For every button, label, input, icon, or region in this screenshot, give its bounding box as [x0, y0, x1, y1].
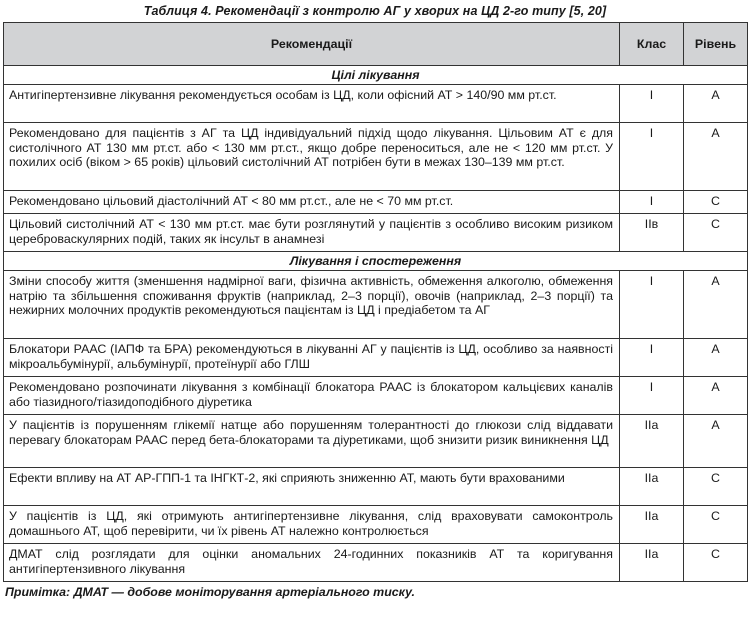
level-cell: A	[684, 123, 748, 191]
level-cell: C	[684, 214, 748, 252]
class-cell: I	[620, 191, 684, 214]
recommendation-text: Антигіпертензивне лікування рекомендується особам із ЦД, коли офісний АТ > 140/90 мм рт.ст.	[4, 85, 620, 123]
recommendation-text: Ефекти впливу на АТ АР-ГПП-1 та ІНГКТ-2, які сприяють зниженню АТ, мають бути врахованими	[4, 468, 620, 506]
class-cell: IIa	[620, 415, 684, 468]
level-cell: A	[684, 85, 748, 123]
table-row	[4, 339, 748, 377]
table-row	[4, 415, 748, 468]
class-cell: IIa	[620, 468, 684, 506]
table-row	[4, 377, 748, 415]
recommendation-text: Рекомендовано для пацієнтів з АГ та ЦД індивідуальний підхід щодо лікування. Цільовим АТ є для систолічного АТ 130 мм рт.ст. або < 130 мм рт.ст., якщо добре переноситься, але не < 120 мм рт.ст. У похилих осіб (віком > 65 років) цільовий систолічний АТ потрібен бути в межах 130–139 мм рт.ст.	[4, 123, 620, 191]
section-title: Цілі лікування	[4, 66, 748, 85]
class-cell: IIa	[620, 544, 684, 582]
section-header-row	[4, 252, 748, 271]
recommendation-text: ДМАТ слід розглядати для оцінки аномальних 24-годинних показників АТ та коригування антигіпертензивного лікування	[4, 544, 620, 582]
level-cell: C	[684, 544, 748, 582]
recommendation-text: Зміни способу життя (зменшення надмірної ваги, фізична активність, обмеження алкоголю, обмеження натрію та збільшення споживання фруктів (наприклад, 2–3 порції), овочів (наприклад, 2–3 порції) та нежирних молочних продуктів рекомендуються пацієнтам із ЦД і предіабетом та АГ	[4, 271, 620, 339]
recommendations-table	[3, 22, 748, 582]
class-cell: IIв	[620, 214, 684, 252]
recommendation-text: Рекомендовано розпочинати лікування з комбінації блокатора РААС із блокатором кальцієвих каналів або тіазидного/тіазидоподібного діуретика	[4, 377, 620, 415]
level-cell: A	[684, 377, 748, 415]
recommendation-text: Цільовий систолічний АТ < 130 мм рт.ст. має бути розглянутий у пацієнтів з особливо високим ризиком цереброваскулярних подій, таких як інсульт в анамнезі	[4, 214, 620, 252]
recommendation-text: У пацієнтів із порушенням глікемії натще або порушенням толерантності до глюкози слід віддавати перевагу блокаторам РААС перед бета-блокаторами та діуретиками, щоб знизити ризик виникнення ЦД	[4, 415, 620, 468]
table-row	[4, 123, 748, 191]
table-row	[4, 191, 748, 214]
class-cell: I	[620, 377, 684, 415]
table-row	[4, 214, 748, 252]
level-cell: C	[684, 506, 748, 544]
table-row	[4, 506, 748, 544]
class-cell: IIa	[620, 506, 684, 544]
recommendation-text: Блокатори РААС (ІАПФ та БРА) рекомендуються в лікуванні АГ у пацієнтів із ЦД, особливо за наявності мікроальбумінурії, альбумінурії, протеїнурії або ГЛШ	[4, 339, 620, 377]
section-header-row	[4, 66, 748, 85]
table-row	[4, 468, 748, 506]
table-row	[4, 544, 748, 582]
section-title: Лікування і спостереження	[4, 252, 748, 271]
level-cell: A	[684, 271, 748, 339]
class-cell: I	[620, 271, 684, 339]
level-cell: A	[684, 339, 748, 377]
level-cell: C	[684, 191, 748, 214]
table-row	[4, 271, 748, 339]
class-cell: I	[620, 85, 684, 123]
level-cell: A	[684, 415, 748, 468]
table-row	[4, 85, 748, 123]
recommendation-text: Рекомендовано цільовий діастолічний АТ < 80 мм рт.ст., але не < 70 мм рт.ст.	[4, 191, 620, 214]
class-cell: I	[620, 339, 684, 377]
table-header-row	[4, 23, 748, 66]
header-class: Клас	[620, 23, 684, 66]
recommendation-text: У пацієнтів із ЦД, які отримують антигіпертензивне лікування, слід враховувати самоконтроль домашнього АТ, щоб перевірити, чи їх рівень АТ належно контролюється	[4, 506, 620, 544]
table-note: Примітка: ДМАТ — добове моніторування артеріального тиску.	[5, 585, 415, 599]
header-recommendations: Рекомендації	[4, 23, 620, 66]
level-cell: C	[684, 468, 748, 506]
table-title: Таблиця 4. Рекомендації з контролю АГ у хворих на ЦД 2-го типу [5, 20]	[143, 4, 607, 18]
header-level: Рівень	[684, 23, 748, 66]
class-cell: I	[620, 123, 684, 191]
